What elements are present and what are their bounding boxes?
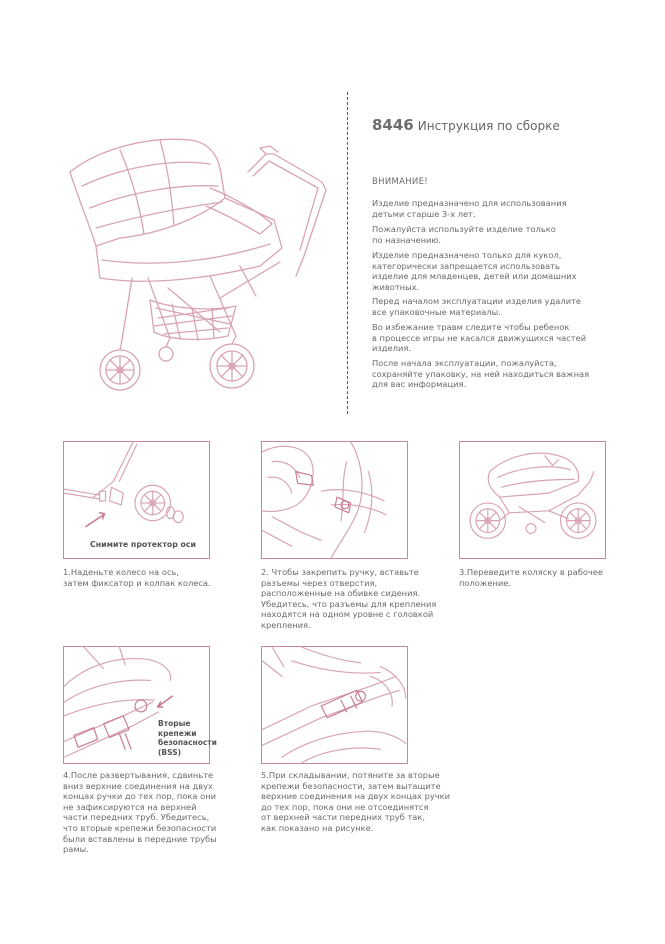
page-title: [372, 116, 560, 134]
rear-left-wheel: [210, 344, 254, 388]
step-4-figure: [63, 646, 217, 764]
warning-paragraph-4: Перед началом эксплуатации изделия удалите все упаковочные материалы.: [372, 296, 582, 317]
step-5-caption: 5.При складывании, потяните за вторые крепежи безопасности, затем вытащите верхние соединения на двух концах ручки до тех пор, пока они не отсоединятся от верхней части передних труб так, как показано на рисунке.: [261, 770, 451, 833]
warning-paragraph-6: После начала эксплуатации, пожалуйста, сохраняйте упаковку, на ней находиться важная для вас информация.: [372, 358, 590, 390]
step-1-figure: [63, 441, 210, 559]
step-2-caption: 2. Чтобы закрепить ручку, вставьте разъемы через отверстия, расположенные на обивке сидения. Убедитесь, что разъемы для крепления находятся на одном уровне с головкой крепления.: [261, 567, 437, 630]
step-3-caption: 3.Переведите коляску в рабочее положение.: [459, 567, 604, 588]
warning-heading: ВНИМАНИЕ!: [372, 177, 428, 187]
warning-paragraph-2: Пожалуйста используйте изделие только по назначению.: [372, 224, 556, 245]
step-1-inner-label: Снимите протектор оси: [90, 540, 196, 549]
model-number: 8446: [372, 116, 414, 134]
step-4-callout: Вторые крепежи безопасности (BSS): [158, 719, 217, 757]
warning-paragraph-5: Во избежание травм следите чтобы ребенок в процессе игры не касался движущихся частей изделия.: [372, 322, 587, 354]
front-left-wheel: [100, 350, 140, 390]
step-4-caption: 4.После развертывания, сдвиньте вниз верхние соединения на двух концах ручки до тех пор, пока они не зафиксируются на верхней части передних труб. Убедитесь, что вторые крепежи безопасности были вставлены в передние трубы рамы.: [63, 770, 217, 855]
warning-paragraph-3: Изделие предназначено только для кукол, категорически запрещается использовать изделие для младенцев, детей или домашних животных.: [372, 250, 577, 292]
stroller-illustration: [60, 128, 335, 393]
title-text: Инструкция по сборке: [417, 119, 560, 133]
step-3-figure: [459, 441, 606, 559]
step-1-caption: 1.Наденьте колесо на ось, затем фиксатор и колпак колеса.: [63, 567, 211, 588]
warning-paragraph-1: Изделие предназначено для использования детьми старше 3-х лет.: [372, 198, 567, 219]
section-divider: [347, 92, 348, 414]
step-5-figure: [261, 646, 408, 764]
step-2-figure: [261, 441, 408, 559]
